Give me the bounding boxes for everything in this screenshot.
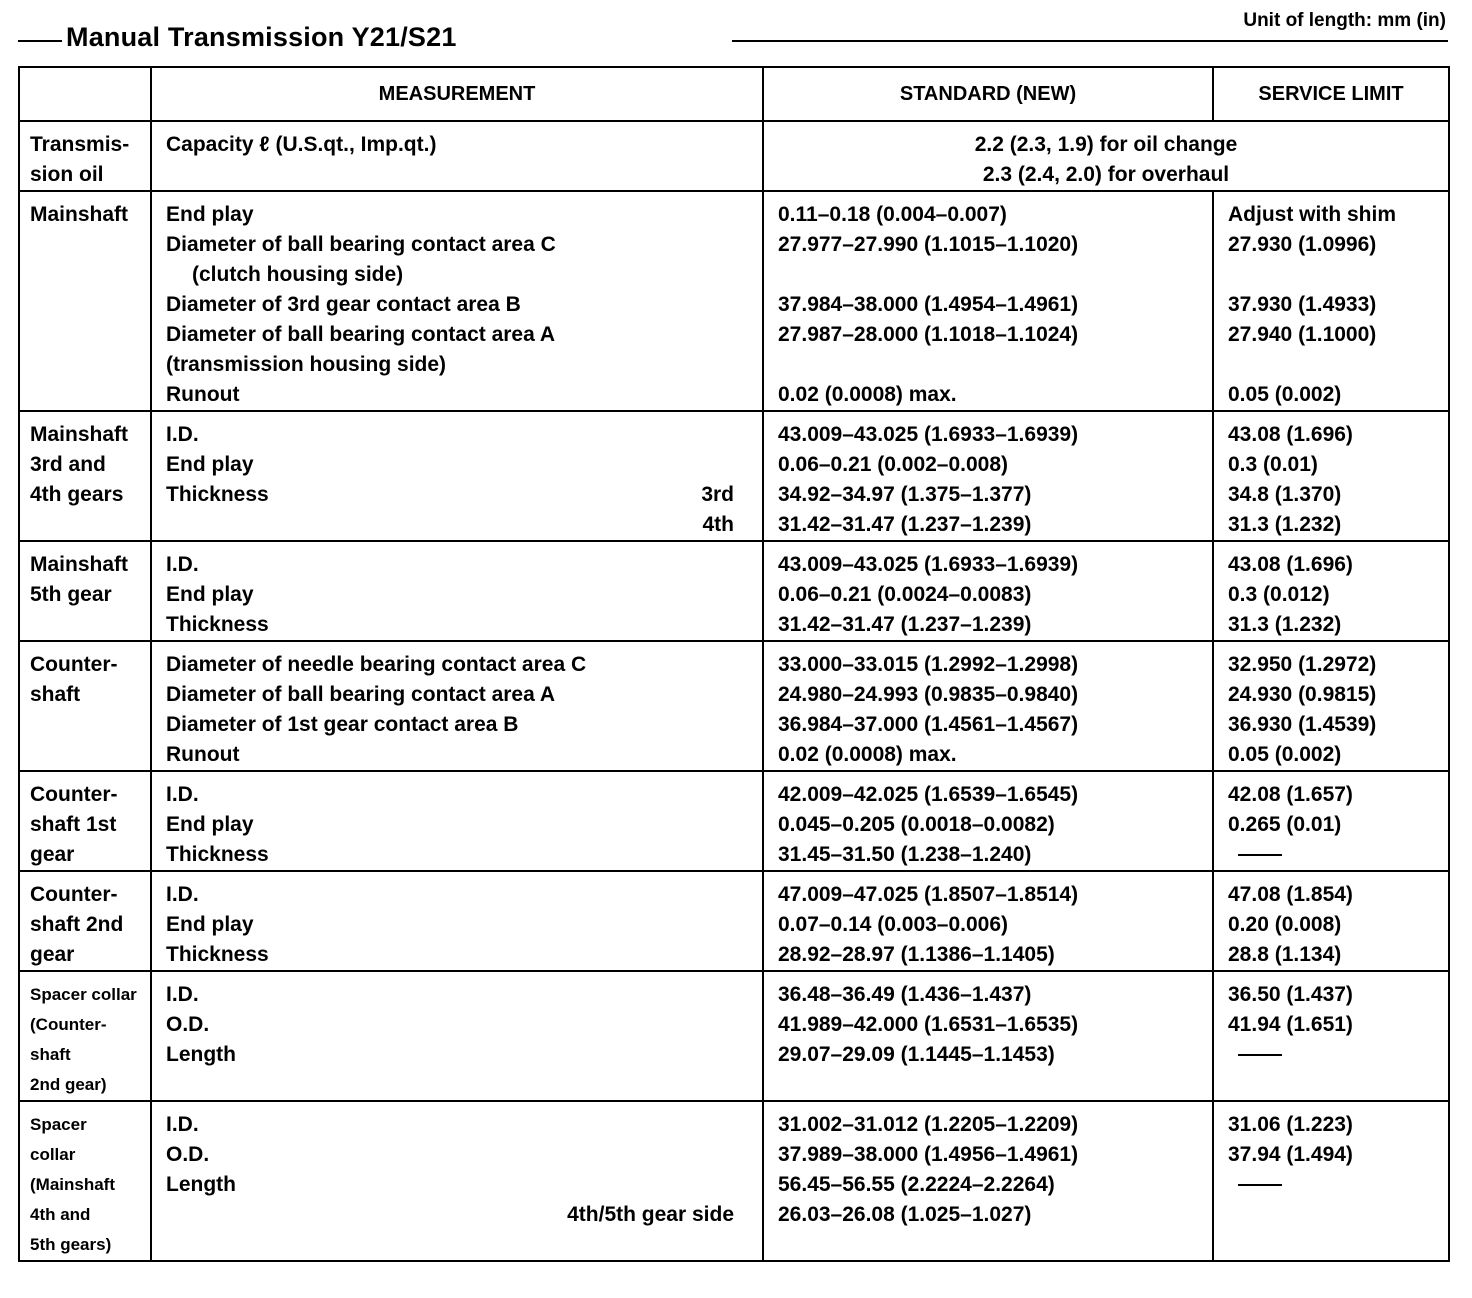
spec-group-row (19, 871, 1449, 971)
measurement-qualifier: 4th (702, 513, 734, 536)
category-line: 2nd gear) (30, 1075, 107, 1094)
category-line: Transmis- (30, 133, 130, 156)
standard-value: 37.984–38.000 (1.4954–1.4961) (778, 293, 1079, 316)
standard-value: 33.000–33.015 (1.2992–1.2998) (778, 653, 1079, 676)
oil-row (19, 121, 1449, 191)
group-measurements (151, 641, 763, 771)
standard-value: 37.989–38.000 (1.4956–1.4961) (778, 1143, 1079, 1166)
category-line: shaft (30, 1045, 71, 1064)
measurement-line (152, 910, 762, 940)
category-line: gear (30, 843, 75, 866)
category-line: (Counter- (30, 1015, 107, 1034)
service-limit-value: 0.3 (0.012) (1228, 583, 1330, 606)
measurement-text: Thickness (166, 843, 269, 866)
measurement-text: (transmission housing side) (166, 353, 447, 376)
measurement-line (152, 710, 762, 740)
header-standard: STANDARD (NEW) (763, 67, 1213, 121)
category-line: Counter- (30, 653, 118, 676)
oil-category (19, 121, 151, 191)
standard-value: 0.02 (0.0008) max. (778, 383, 957, 406)
standard-value: 41.989–42.000 (1.6531–1.6535) (778, 1013, 1079, 1036)
standard-value (764, 260, 1212, 290)
category-line: 3rd and (30, 453, 106, 476)
service-limit-value: 36.50 (1.437) (1228, 983, 1353, 1006)
group-measurements (151, 771, 763, 871)
measurement-text: End play (166, 813, 254, 836)
measurement-qualifier: 3rd (701, 483, 734, 506)
service-limit-value: 0.05 (0.002) (1228, 743, 1342, 766)
standard-value: 0.045–0.205 (0.0018–0.0082) (778, 813, 1055, 836)
group-service-limits (1213, 871, 1449, 971)
oil-capacity-values (763, 121, 1449, 191)
service-limit-value: 37.930 (1.4933) (1228, 293, 1377, 316)
group-standard-values (763, 541, 1213, 641)
standard-value: 31.42–31.47 (1.237–1.239) (778, 513, 1032, 536)
measurement-text: I.D. (166, 423, 199, 446)
service-limit-value: 34.8 (1.370) (1228, 483, 1342, 506)
service-limit-value: 36.930 (1.4539) (1228, 713, 1377, 736)
category-line: 5th gear (30, 583, 112, 606)
group-standard-values (763, 641, 1213, 771)
group-category (19, 771, 151, 871)
group-standard-values (763, 411, 1213, 541)
measurement-line (152, 1140, 762, 1170)
measurement-line (152, 880, 762, 910)
service-limit-value: 43.08 (1.696) (1228, 423, 1353, 446)
category-line: Mainshaft (30, 423, 129, 446)
category-line: collar (30, 1145, 76, 1164)
document-title: Manual Transmission Y21/S21 (66, 22, 457, 52)
service-limit-value (1214, 1070, 1448, 1100)
measurement-line (152, 1170, 762, 1200)
measurement-text: (clutch housing side) (192, 263, 404, 286)
standard-value: 24.980–24.993 (0.9835–0.9840) (778, 683, 1079, 706)
measurement-text: Runout (166, 383, 240, 406)
spec-table (18, 66, 1450, 1262)
spec-group-row (19, 771, 1449, 871)
standard-value: 56.45–56.55 (2.2224–2.2264) (778, 1173, 1055, 1196)
service-limit-value: 31.3 (1.232) (1228, 513, 1342, 536)
measurement-text: Length (166, 1043, 236, 1066)
measurement-line (152, 780, 762, 810)
group-service-limits (1213, 191, 1449, 411)
measurement-text: O.D. (166, 1143, 210, 1166)
standard-value: 29.07–29.09 (1.1445–1.1453) (778, 1043, 1055, 1066)
measurement-text: Thickness (166, 613, 269, 636)
standard-value (764, 350, 1212, 380)
frame-line-left (18, 40, 62, 42)
measurement-line (152, 510, 762, 540)
standard-value: 28.92–28.97 (1.1386–1.1405) (778, 943, 1055, 966)
no-limit-dash (1238, 1054, 1282, 1056)
standard-value: 27.987–28.000 (1.1018–1.1024) (778, 323, 1079, 346)
measurement-text: Runout (166, 743, 240, 766)
standard-value: 0.06–0.21 (0.002–0.008) (778, 453, 1009, 476)
service-limit-value: 0.20 (0.008) (1228, 913, 1342, 936)
group-category (19, 1101, 151, 1261)
measurement-text: Thickness (166, 483, 269, 506)
group-standard-values (763, 971, 1213, 1101)
measurement-line: Capacity ℓ (U.S.qt., Imp.qt.) (166, 133, 437, 156)
measurement-line (152, 940, 762, 970)
service-limit-value: 0.05 (0.002) (1228, 383, 1342, 406)
standard-value: 31.002–31.012 (1.2205–1.2209) (778, 1113, 1079, 1136)
group-service-limits (1213, 641, 1449, 771)
service-limit-value: 28.8 (1.134) (1228, 943, 1342, 966)
measurement-line (152, 200, 762, 230)
group-measurements (151, 191, 763, 411)
measurement-line (152, 230, 762, 260)
standard-value: 27.977–27.990 (1.1015–1.1020) (778, 233, 1079, 256)
measurement-text: O.D. (166, 1013, 210, 1036)
service-limit-value: 31.06 (1.223) (1228, 1113, 1353, 1136)
group-category (19, 541, 151, 641)
standard-value: 34.92–34.97 (1.375–1.377) (778, 483, 1032, 506)
frame-line-right (732, 40, 1448, 42)
group-measurements (151, 541, 763, 641)
header-row (19, 67, 1449, 121)
group-measurements (151, 411, 763, 541)
service-limit-value: 31.3 (1.232) (1228, 613, 1342, 636)
measurement-text: End play (166, 583, 254, 606)
measurement-line (152, 420, 762, 450)
group-service-limits (1213, 771, 1449, 871)
standard-value: 0.02 (0.0008) max. (778, 743, 957, 766)
service-limit-value (1214, 350, 1448, 380)
category-line: Spacer collar (30, 985, 137, 1004)
standard-value: 31.45–31.50 (1.238–1.240) (778, 843, 1032, 866)
measurement-line (152, 290, 762, 320)
standard-value: 36.48–36.49 (1.436–1.437) (778, 983, 1032, 1006)
group-category (19, 871, 151, 971)
group-category (19, 641, 151, 771)
category-line: Mainshaft (30, 203, 129, 226)
category-line: Counter- (30, 783, 118, 806)
service-limit-value: 24.930 (0.9815) (1228, 683, 1377, 706)
measurement-text: Thickness (166, 943, 269, 966)
service-limit-value: 27.930 (1.0996) (1228, 233, 1377, 256)
group-standard-values (763, 871, 1213, 971)
header-measurement: MEASUREMENT (151, 67, 763, 121)
standard-value: 43.009–43.025 (1.6933–1.6939) (778, 553, 1079, 576)
service-limit-value: 0.3 (0.01) (1228, 453, 1318, 476)
no-limit-dash (1238, 854, 1282, 856)
measurement-line (152, 580, 762, 610)
group-service-limits (1213, 1101, 1449, 1261)
spec-group-row (19, 1101, 1449, 1261)
unit-note: Unit of length: mm (in) (1243, 10, 1446, 31)
service-limit-value (1214, 260, 1448, 290)
measurement-line (152, 550, 762, 580)
measurement-text: I.D. (166, 1113, 199, 1136)
group-standard-values (763, 191, 1213, 411)
category-line: gear (30, 943, 75, 966)
measurement-text: End play (166, 913, 254, 936)
standard-value (764, 1070, 1212, 1100)
measurement-line (152, 1200, 762, 1230)
no-limit-dash (1238, 1184, 1282, 1186)
service-limit-value: 42.08 (1.657) (1228, 783, 1353, 806)
service-limit-value: 0.265 (0.01) (1228, 813, 1342, 836)
service-limit-value (1214, 1230, 1448, 1260)
service-limit-value (1214, 1040, 1448, 1070)
group-measurements (151, 871, 763, 971)
measurement-line (152, 350, 762, 380)
service-limit-value: 27.940 (1.1000) (1228, 323, 1377, 346)
service-limit-value: 43.08 (1.696) (1228, 553, 1353, 576)
spec-group-row (19, 411, 1449, 541)
measurement-line (152, 1010, 762, 1040)
header-category (19, 67, 151, 121)
capacity-overhaul: 2.3 (2.4, 2.0) for overhaul (982, 163, 1230, 186)
measurement-line (152, 740, 762, 770)
category-line: sion oil (30, 163, 104, 186)
group-measurements (151, 971, 763, 1101)
measurement-line (152, 1230, 762, 1260)
oil-measurement (151, 121, 763, 191)
category-line: Spacer (30, 1115, 87, 1134)
service-limit-value (1214, 1200, 1448, 1230)
measurement-line (152, 650, 762, 680)
standard-value: 0.07–0.14 (0.003–0.006) (778, 913, 1009, 936)
measurement-text: Diameter of ball bearing contact area C (166, 233, 556, 256)
standard-value: 0.06–0.21 (0.0024–0.0083) (778, 583, 1032, 606)
measurement-text: Diameter of needle bearing contact area C (166, 653, 587, 676)
measurement-text: Length (166, 1173, 236, 1196)
group-service-limits (1213, 971, 1449, 1101)
category-line: shaft (30, 683, 81, 706)
standard-value: 43.009–43.025 (1.6933–1.6939) (778, 423, 1079, 446)
standard-value: 31.42–31.47 (1.237–1.239) (778, 613, 1032, 636)
standard-value: 42.009–42.025 (1.6539–1.6545) (778, 783, 1079, 806)
group-category (19, 971, 151, 1101)
measurement-text: I.D. (166, 783, 199, 806)
standard-value (764, 1230, 1212, 1260)
measurement-line (152, 450, 762, 480)
measurement-text: End play (166, 203, 254, 226)
measurement-text: Diameter of ball bearing contact area A (166, 683, 556, 706)
group-standard-values (763, 1101, 1213, 1261)
measurement-text: Diameter of 3rd gear contact area B (166, 293, 521, 316)
category-line: 4th gears (30, 483, 124, 506)
measurement-line (152, 480, 762, 510)
spec-group-row (19, 641, 1449, 771)
measurement-text: I.D. (166, 983, 199, 1006)
category-line: 5th gears) (30, 1235, 112, 1254)
standard-value: 36.984–37.000 (1.4561–1.4567) (778, 713, 1079, 736)
header-service-limit: SERVICE LIMIT (1213, 67, 1449, 121)
measurement-text: End play (166, 453, 254, 476)
group-measurements (151, 1101, 763, 1261)
capacity-oil-change: 2.2 (2.3, 1.9) for oil change (974, 133, 1238, 156)
group-category (19, 411, 151, 541)
measurement-text: Diameter of ball bearing contact area A (166, 323, 556, 346)
measurement-line (152, 380, 762, 410)
measurement-line (152, 680, 762, 710)
category-line: Mainshaft (30, 553, 129, 576)
measurement-line (152, 1110, 762, 1140)
category-line: (Mainshaft (30, 1175, 115, 1194)
measurement-line (152, 840, 762, 870)
service-limit-value: 41.94 (1.651) (1228, 1013, 1353, 1036)
group-category (19, 191, 151, 411)
measurement-line (152, 610, 762, 640)
category-line: Counter- (30, 883, 118, 906)
standard-value: 47.009–47.025 (1.8507–1.8514) (778, 883, 1079, 906)
spec-group-row (19, 191, 1449, 411)
spec-group-row (19, 971, 1449, 1101)
measurement-line (152, 980, 762, 1010)
service-limit-value (1214, 1170, 1448, 1200)
group-service-limits (1213, 541, 1449, 641)
service-limit-value: Adjust with shim (1228, 203, 1396, 226)
measurement-line (152, 1070, 762, 1100)
service-limit-value: 47.08 (1.854) (1228, 883, 1353, 906)
group-standard-values (763, 771, 1213, 871)
category-line: shaft 1st (30, 813, 117, 836)
measurement-line (152, 260, 762, 290)
category-line: shaft 2nd (30, 913, 124, 936)
service-limit-value: 32.950 (1.2972) (1228, 653, 1377, 676)
measurement-line (152, 320, 762, 350)
measurement-line (152, 1040, 762, 1070)
measurement-text: I.D. (166, 553, 199, 576)
standard-value: 0.11–0.18 (0.004–0.007) (778, 203, 1007, 226)
service-limit-value (1214, 840, 1448, 870)
measurement-qualifier: 4th/5th gear side (567, 1203, 734, 1226)
standard-value: 26.03–26.08 (1.025–1.027) (778, 1203, 1032, 1226)
measurement-text: Diameter of 1st gear contact area B (166, 713, 519, 736)
measurement-line (152, 810, 762, 840)
service-limit-value: 37.94 (1.494) (1228, 1143, 1353, 1166)
category-line: 4th and (30, 1205, 91, 1224)
group-service-limits (1213, 411, 1449, 541)
spec-group-row (19, 541, 1449, 641)
measurement-text: I.D. (166, 883, 199, 906)
